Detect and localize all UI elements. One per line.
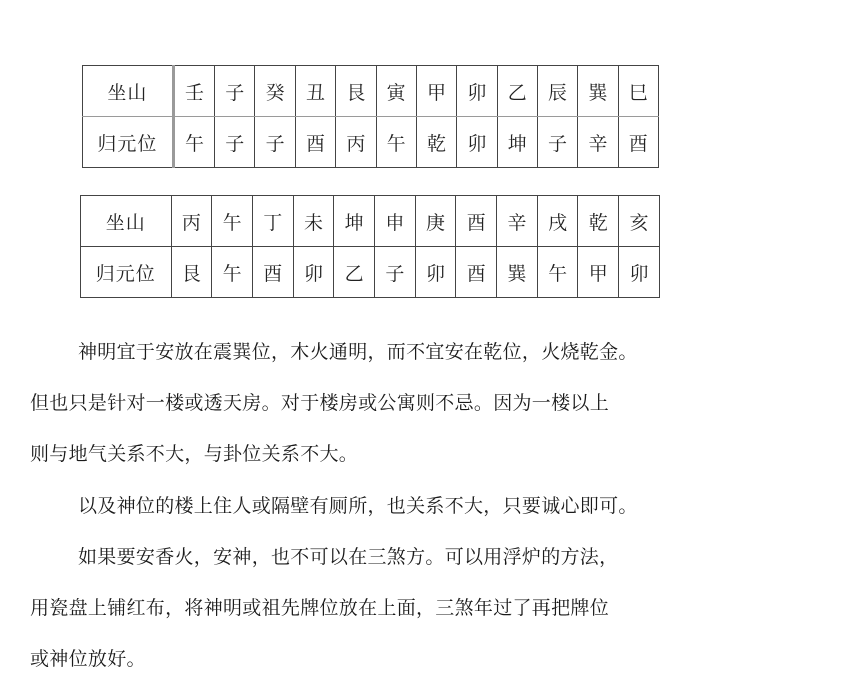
mountain-cell: 壬 bbox=[173, 66, 214, 117]
origin-cell: 甲 bbox=[578, 247, 619, 298]
origin-cell: 卯 bbox=[457, 117, 497, 168]
paragraph-line: 以及神位的楼上住人或隔壁有厕所，也关系不大，只要诚心即可。 bbox=[78, 495, 638, 517]
mountain-cell: 丁 bbox=[252, 196, 293, 247]
mountain-cell: 卯 bbox=[457, 66, 497, 117]
mountain-cell: 甲 bbox=[416, 66, 456, 117]
sitting-mountain-row bbox=[81, 196, 660, 247]
origin-cell: 午 bbox=[212, 247, 253, 298]
row-label-origin-position: 归元位 bbox=[83, 117, 174, 168]
origin-cell: 卯 bbox=[619, 247, 660, 298]
origin-cell: 艮 bbox=[171, 247, 212, 298]
mountain-cell: 巽 bbox=[578, 66, 618, 117]
paragraph-upstairs-toilet bbox=[30, 481, 730, 532]
origin-position-row bbox=[81, 247, 660, 298]
paragraph-shrine-placement bbox=[30, 327, 730, 480]
paragraph-line: 或神位放好。 bbox=[30, 648, 146, 670]
origin-cell: 乙 bbox=[334, 247, 375, 298]
origin-cell: 酉 bbox=[618, 117, 658, 168]
row-label-sitting-mountain: 坐山 bbox=[81, 196, 172, 247]
paragraph-line: 但也只是针对一楼或透天房。对于楼房或公寓则不忌。因为一楼以上 bbox=[30, 392, 610, 414]
mountain-cell: 子 bbox=[215, 66, 255, 117]
origin-cell: 午 bbox=[537, 247, 578, 298]
mountain-origin-table-2 bbox=[80, 195, 660, 298]
mountain-cell: 寅 bbox=[376, 66, 416, 117]
mountain-cell: 酉 bbox=[456, 196, 497, 247]
mountain-cell: 未 bbox=[293, 196, 334, 247]
mountain-cell: 午 bbox=[212, 196, 253, 247]
origin-cell: 丙 bbox=[336, 117, 376, 168]
mountain-cell: 丑 bbox=[295, 66, 335, 117]
origin-cell: 酉 bbox=[456, 247, 497, 298]
origin-cell: 乾 bbox=[416, 117, 456, 168]
origin-cell: 巽 bbox=[497, 247, 538, 298]
mountain-cell: 坤 bbox=[334, 196, 375, 247]
mountain-cell: 亥 bbox=[619, 196, 660, 247]
origin-cell: 卯 bbox=[293, 247, 334, 298]
origin-cell: 坤 bbox=[497, 117, 537, 168]
origin-cell: 卯 bbox=[415, 247, 456, 298]
origin-cell: 子 bbox=[537, 117, 577, 168]
origin-cell: 辛 bbox=[578, 117, 618, 168]
mountain-cell: 申 bbox=[375, 196, 416, 247]
mountain-cell: 丙 bbox=[171, 196, 212, 247]
origin-cell: 子 bbox=[215, 117, 255, 168]
origin-cell: 酉 bbox=[295, 117, 335, 168]
mountain-cell: 庚 bbox=[415, 196, 456, 247]
paragraph-line: 则与地气关系不大，与卦位关系不大。 bbox=[30, 443, 359, 465]
mountain-cell: 乙 bbox=[497, 66, 537, 117]
mountain-cell: 戌 bbox=[537, 196, 578, 247]
mountain-cell: 乾 bbox=[578, 196, 619, 247]
mountain-origin-table-1 bbox=[82, 65, 659, 168]
mountain-cell: 艮 bbox=[336, 66, 376, 117]
origin-cell: 午 bbox=[173, 117, 214, 168]
mountain-cell: 癸 bbox=[255, 66, 295, 117]
mountain-cell: 巳 bbox=[618, 66, 658, 117]
row-label-origin-position: 归元位 bbox=[81, 247, 172, 298]
mountain-cell: 辰 bbox=[537, 66, 577, 117]
origin-cell: 酉 bbox=[252, 247, 293, 298]
paragraph-three-killings bbox=[30, 532, 730, 685]
origin-cell: 子 bbox=[375, 247, 416, 298]
paragraph-line: 如果要安香火，安神，也不可以在三煞方。可以用浮炉的方法， bbox=[78, 546, 619, 568]
origin-cell: 午 bbox=[376, 117, 416, 168]
row-label-sitting-mountain: 坐山 bbox=[83, 66, 174, 117]
paragraph-line: 用瓷盘上铺红布，将神明或祖先牌位放在上面，三煞年过了再把牌位 bbox=[30, 597, 610, 619]
mountain-cell: 辛 bbox=[497, 196, 538, 247]
paragraph-line: 神明宜于安放在震巽位，木火通明，而不宜安在乾位，火烧乾金。 bbox=[78, 341, 638, 363]
sitting-mountain-row bbox=[83, 66, 659, 117]
origin-cell: 子 bbox=[255, 117, 295, 168]
origin-position-row bbox=[83, 117, 659, 168]
